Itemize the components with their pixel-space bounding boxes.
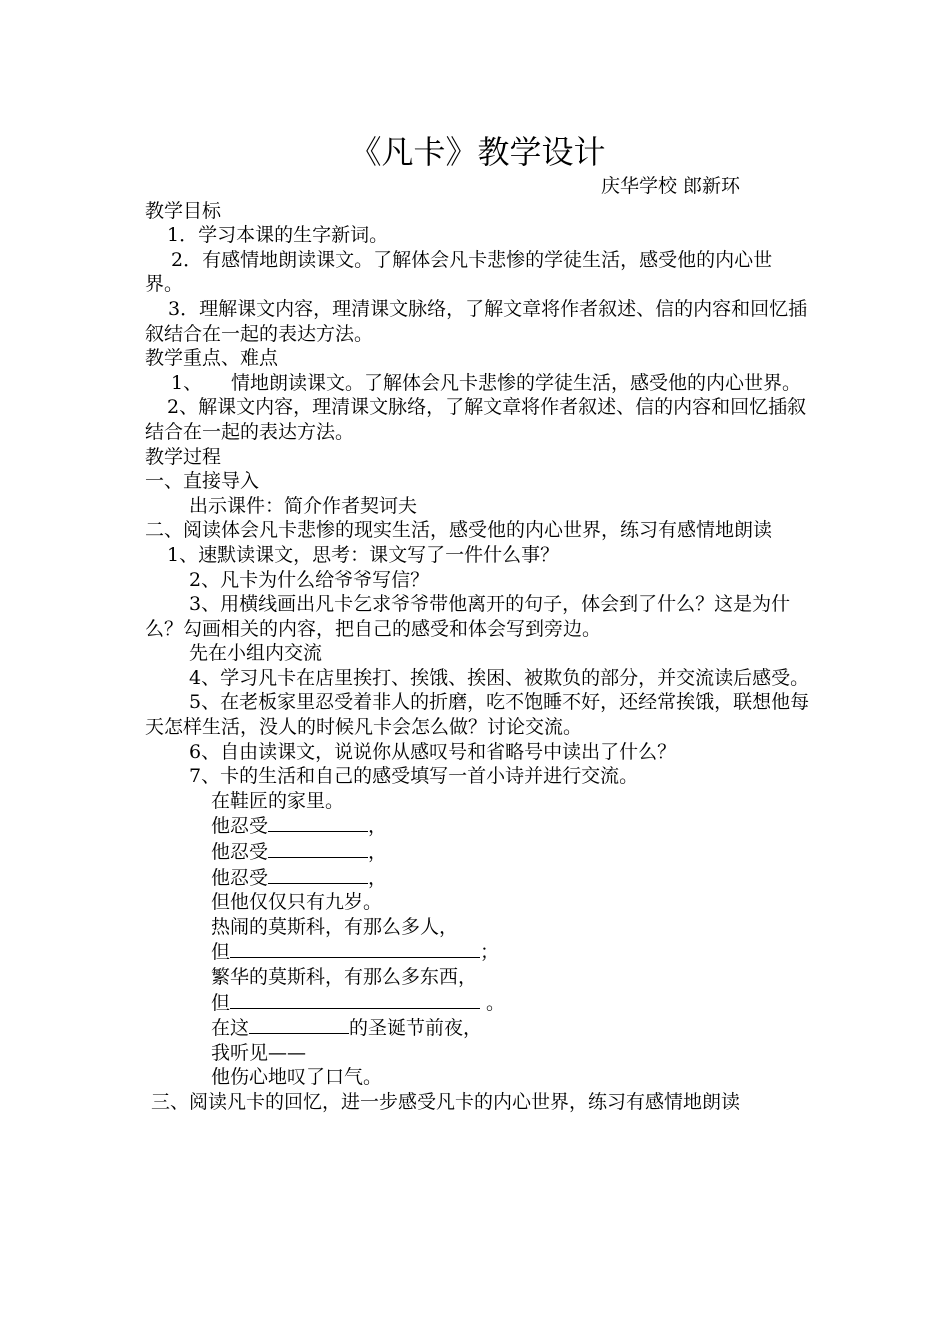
fill-blank[interactable] (230, 990, 480, 1009)
section-3-heading: 三、阅读凡卡的回忆，进一步感受凡卡的内心世界，练习有感情地朗读 (145, 1090, 741, 1113)
objective-item-2: 2．有感情地朗读课文。了解体会凡卡悲惨的学徒生活，感受他的内心世界。 (145, 248, 773, 296)
poem-line-6: 热闹的莫斯科，有那么多人， (211, 915, 459, 938)
step-3: 3、用横线画出凡卡乞求爷爷带他离开的句子，体会到了什么？这是为什么？勾画相关的内容，把自己的感受和体会写到旁边。 (145, 593, 791, 640)
poem-line-9: 但 。 (211, 991, 506, 1014)
poem-line-10: 在这 的圣诞节前夜， (211, 1017, 483, 1040)
key-point-1 (145, 371, 810, 396)
document-title: 《凡卡》教学设计 (349, 133, 606, 171)
poem-line-12: 他伤心地叹了口气。 (211, 1066, 383, 1089)
poem-line-1: 在鞋匠的家里。 (211, 789, 345, 812)
fill-blank[interactable] (268, 839, 368, 858)
author-line: 庆华学校 郎新环 (600, 175, 740, 197)
key-point-1-text: 情地朗读课文。了解体会凡卡悲惨的学徒生活，感受他的内心世界。 (231, 371, 802, 394)
objective-item-3: 3．理解课文内容，理清课文脉络，了解文章将作者叙述、信的内容和回忆插叙结合在一起的表达方法。 (145, 297, 808, 345)
section-2-heading: 二、阅读体会凡卡悲惨的现实生活，感受他的内心世界，练习有感情地朗读 (145, 519, 773, 542)
step-7: 7、卡的生活和自己的感受填写一首小诗并进行交流。 (189, 765, 639, 788)
fill-blank[interactable] (268, 813, 368, 832)
key-point-1-number: 1、 (171, 371, 203, 394)
fill-blank[interactable] (249, 1015, 349, 1034)
section-1-heading: 一、直接导入 (145, 470, 260, 493)
step-3-note: 先在小组内交流 (189, 642, 323, 665)
document-body (145, 130, 810, 1115)
poem-line-5: 但他仅仅只有九岁。 (211, 891, 383, 914)
step-5: 5、在老板家里忍受着非人的折磨，吃不饱睡不好，还经常挨饿，联想他每天怎样生活，没人的时候凡卡会怎么做？讨论交流。 (145, 691, 810, 739)
key-point-2: 2、解课文内容，理清课文脉络，了解文章将作者叙述、信的内容和回忆插叙结合在一起的表达方法。 (145, 396, 807, 443)
step-4: 4、学习凡卡在店里挨打、挨饿、挨困、被欺负的部分，并交流读后感受。 (189, 666, 810, 689)
poem-line-8: 繁华的莫斯科，有那么多东西， (211, 966, 478, 988)
step-1: 1、速默读课文，思考：课文写了一件什么事？ (167, 543, 560, 566)
section-1-line: 出示课件：简介作者契诃夫 (189, 494, 418, 517)
poem (145, 789, 810, 1090)
key-points-heading: 教学重点、难点 (145, 347, 279, 370)
fill-blank[interactable] (268, 865, 368, 884)
poem-line-2: 他忍受 ， (211, 815, 388, 838)
objective-item-1: 1．学习本课的生字新词。 (167, 224, 389, 247)
fill-blank[interactable] (230, 939, 480, 958)
poem-line-7: 但 ； (211, 941, 500, 964)
poem-line-4: 他忍受 ， (211, 866, 388, 889)
step-2: 2、凡卡为什么给爷爷写信？ (189, 568, 430, 591)
process-heading: 教学过程 (145, 445, 222, 468)
poem-line-11: 我听见—— (211, 1041, 307, 1064)
step-6: 6、自由读课文，说说你从感叹号和省略号中读出了什么？ (189, 740, 677, 763)
poem-line-3: 他忍受 ， (211, 841, 388, 864)
objectives-heading: 教学目标 (145, 199, 222, 222)
